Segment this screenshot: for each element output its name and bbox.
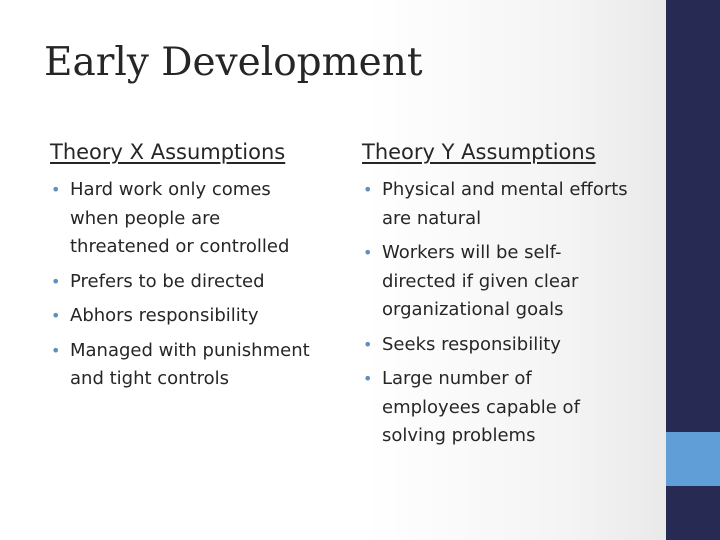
theory-y-list — [362, 176, 632, 451]
list-item — [362, 331, 632, 360]
bullet-icon: • — [51, 180, 61, 199]
list-item-text: Prefers to be directed — [70, 270, 265, 292]
bullet-icon: • — [51, 271, 61, 291]
list-item — [50, 337, 320, 394]
theory-x-list — [50, 176, 320, 394]
list-item-text: Seeks responsibility — [382, 333, 561, 355]
bullet-icon: • — [51, 306, 61, 325]
bullet-icon: • — [51, 340, 61, 360]
bullet-icon: • — [363, 334, 373, 354]
list-item — [362, 239, 632, 325]
list-item-text: Physical and mental efforts are natural — [382, 179, 628, 229]
theory-x-heading: Theory X Assumptions — [50, 140, 286, 164]
list-item-text: Workers will be self-directed if given clear organizational goals — [382, 242, 579, 320]
list-item — [362, 176, 632, 233]
list-item — [50, 176, 320, 262]
bullet-icon: • — [363, 243, 373, 262]
sidebar-accent-block — [666, 432, 720, 486]
list-item-text: Hard work only comes when people are threatened or controlled — [70, 179, 290, 257]
list-item — [50, 302, 320, 331]
slide-title: Early Development — [44, 40, 423, 85]
list-item — [50, 268, 320, 297]
theory-y-heading: Theory Y Assumptions — [362, 140, 596, 164]
list-item-text: Managed with punishment and tight controls — [70, 339, 310, 389]
list-item — [362, 365, 632, 451]
list-item-text: Large number of employees capable of solving problems — [382, 368, 580, 446]
list-item-text: Abhors responsibility — [70, 305, 259, 326]
bullet-icon: • — [363, 369, 373, 388]
theory-y-column — [362, 134, 632, 457]
theory-x-column — [50, 134, 320, 400]
bullet-icon: • — [363, 180, 373, 199]
